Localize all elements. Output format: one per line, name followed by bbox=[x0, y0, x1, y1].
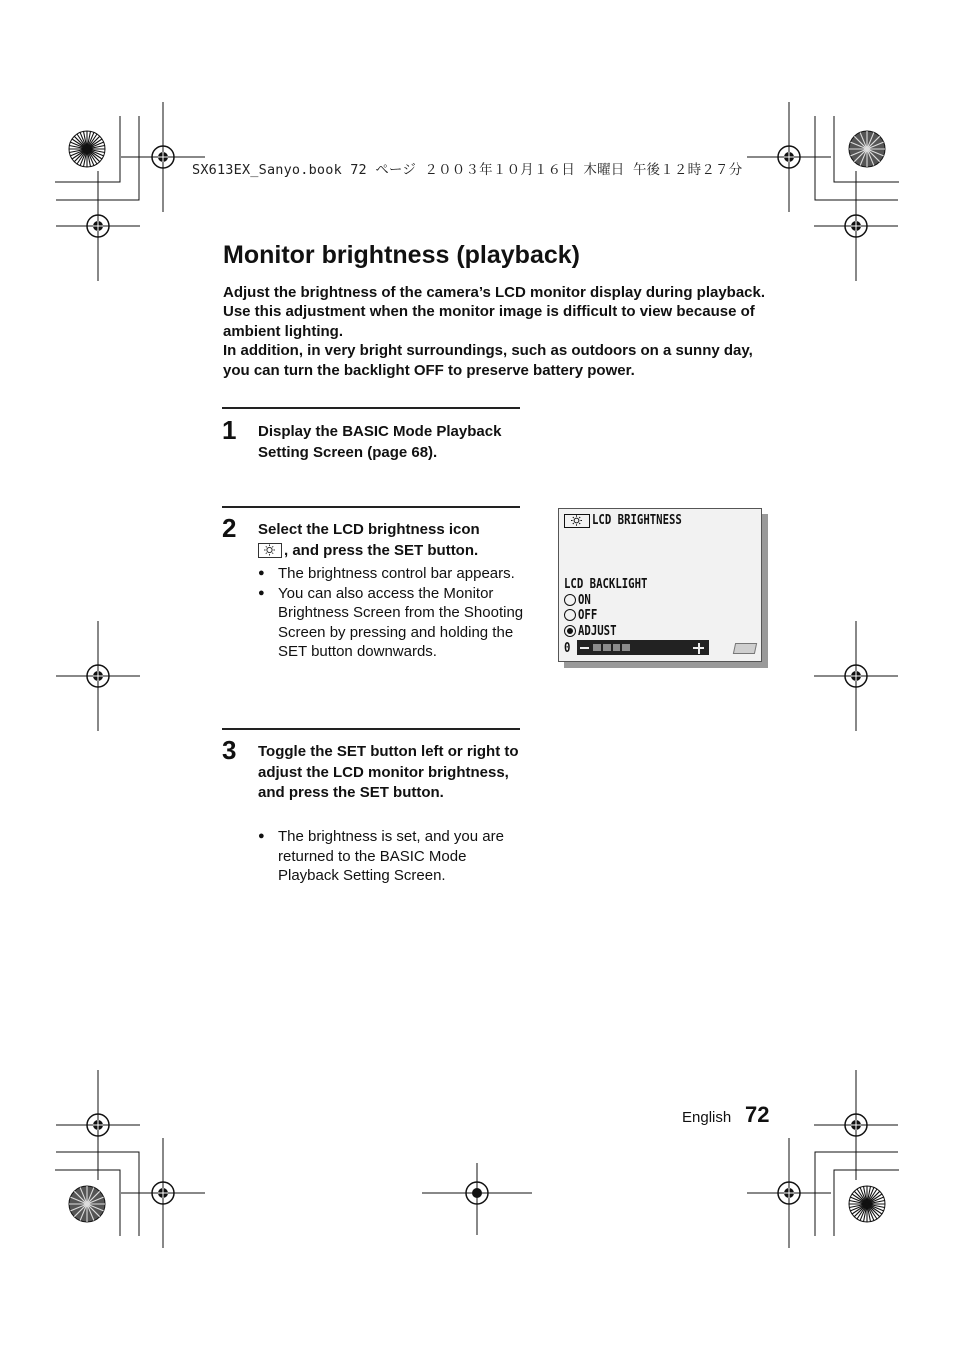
lcd-brightness-icon bbox=[564, 514, 590, 528]
radio-on bbox=[564, 594, 576, 606]
radio-adjust bbox=[564, 625, 576, 637]
brightness-segment bbox=[622, 644, 630, 651]
brightness-bar bbox=[577, 640, 709, 655]
page-number: 72 bbox=[745, 1102, 770, 1127]
list-item: ● The brightness is set, and you are returned to the BASIC Mode Playback Setting Screen. bbox=[258, 828, 504, 884]
lcd-title: LCD BRIGHTNESS bbox=[592, 513, 682, 528]
step-2-bullets bbox=[258, 564, 526, 662]
battery-icon bbox=[733, 643, 757, 654]
step-2-text bbox=[258, 520, 526, 561]
brightness-level-fill bbox=[592, 644, 631, 651]
plus-icon-vertical bbox=[698, 643, 700, 654]
brightness-segment bbox=[613, 644, 621, 651]
bullet-text: The brightness is set, and you are returned to the BASIC Mode Playback Setting Screen. bbox=[278, 828, 504, 884]
step-1-text bbox=[258, 422, 526, 463]
lcd-bar-min-label: 0 bbox=[564, 641, 571, 656]
minus-icon bbox=[580, 647, 589, 649]
print-header: SX613EX_Sanyo.book 72 ページ ２００３年１０月１６日 木曜日 午後１２時２７分 bbox=[192, 162, 743, 178]
step-2-number: 2 bbox=[222, 513, 237, 543]
step-3-instruction: Toggle the SET button left or right to adjust the LCD monitor brightness, and press the SET button. bbox=[258, 743, 519, 801]
bullet-text: The brightness control bar appears. bbox=[278, 565, 515, 582]
lcd-screen bbox=[558, 508, 762, 662]
list-item: ● The brightness control bar appears. bbox=[258, 565, 515, 582]
step-3-text bbox=[258, 742, 526, 804]
intro-paragraph-2: In addition, in very bright surroundings, such as outdoors on a sunny day, you can turn the backlight OFF to preserve battery power. bbox=[223, 342, 753, 379]
intro-paragraph-1: Adjust the brightness of the camera’s LCD monitor display during playback. Use this adjustment when the monitor image is difficult to view because of ambient lighting. bbox=[223, 284, 766, 340]
step-2-instruction-part-1: Select the LCD brightness icon bbox=[258, 521, 480, 538]
bullet-text: You can also access the Monitor Brightness Screen from the Shooting Screen by pressing and holding the SET button downwards. bbox=[278, 584, 524, 660]
step-1-instruction: Display the BASIC Mode Playback Setting Screen (page 68). bbox=[258, 423, 502, 461]
step-3-rule bbox=[222, 728, 520, 730]
step-1-number: 1 bbox=[222, 415, 237, 445]
intro bbox=[223, 283, 783, 380]
step-1-rule bbox=[222, 407, 520, 409]
step-3-bullets bbox=[258, 827, 526, 886]
lcd-option-off: OFF bbox=[578, 608, 598, 623]
brightness-segment bbox=[593, 644, 601, 651]
brightness-icon bbox=[258, 543, 282, 558]
step-2-rule bbox=[222, 506, 520, 508]
lcd-option-adjust: ADJUST bbox=[578, 624, 617, 639]
list-item: ● You can also access the Monitor Brightness Screen from the Shooting Screen by pressing and holding the SET button downwards. bbox=[258, 584, 524, 660]
radio-off bbox=[564, 609, 576, 621]
footer-language: English bbox=[682, 1109, 732, 1126]
step-3-number: 3 bbox=[222, 735, 237, 765]
step-2-instruction bbox=[258, 520, 526, 561]
brightness-segment bbox=[603, 644, 611, 651]
lcd-section-label: LCD BACKLIGHT bbox=[564, 577, 648, 592]
step-2-instruction-part-2: , and press the SET button. bbox=[284, 541, 479, 559]
lcd-option-on: ON bbox=[578, 593, 591, 608]
page-title: Monitor brightness (playback) bbox=[223, 241, 580, 269]
